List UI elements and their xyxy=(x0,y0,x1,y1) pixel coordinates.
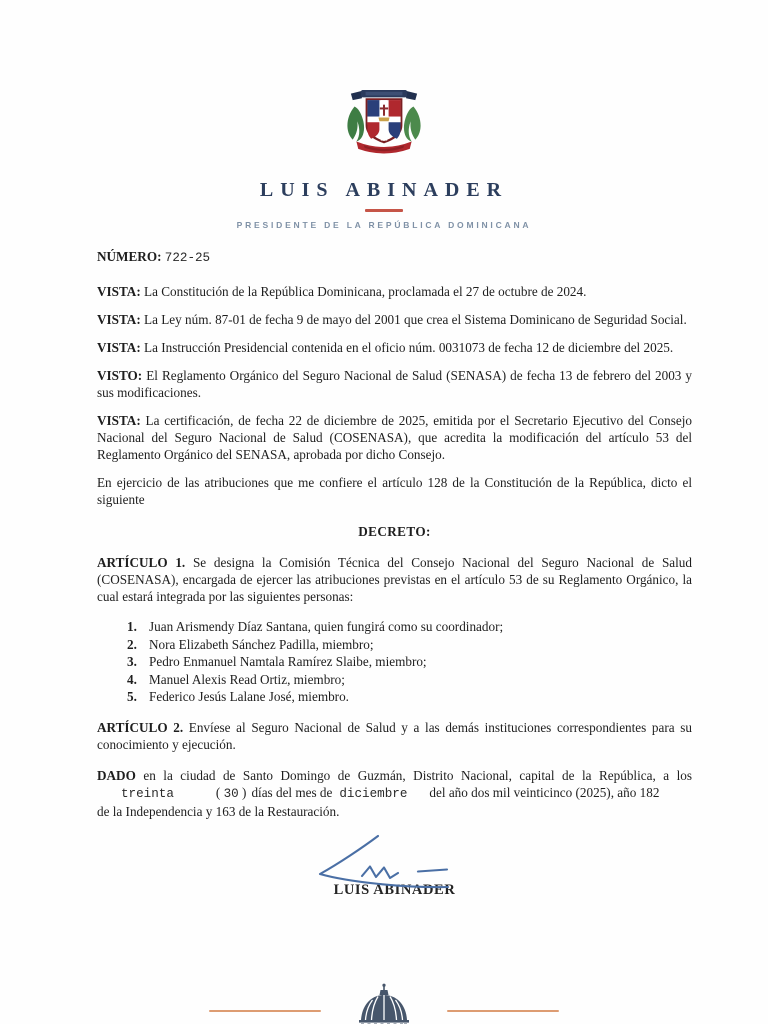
red-divider xyxy=(365,209,403,212)
decree-body xyxy=(0,230,768,899)
commission-members-list xyxy=(97,618,692,705)
member-name: Juan Arismendy Díaz Santana, quien fungirá como su coordinador; xyxy=(149,619,504,634)
dado-label: DADO xyxy=(97,768,136,783)
footer-line-right xyxy=(447,1010,559,1013)
dado-month: diciembre xyxy=(339,787,408,801)
member-list-item xyxy=(127,653,692,670)
vista-paragraph-2 xyxy=(97,311,692,328)
visto-paragraph-4 xyxy=(97,367,692,401)
member-name: Pedro Enmanuel Namtala Ramírez Slaibe, miembro; xyxy=(149,654,427,669)
articulo-2-text: Envíese al Seguro Nacional de Salud y a las demás instituciones correspondientes para su conocimiento y ejecución. xyxy=(97,720,692,752)
decree-number-value: 722-25 xyxy=(164,251,211,265)
president-signature-icon xyxy=(300,832,470,894)
decree-number-label: NÚMERO: xyxy=(97,249,162,264)
dado-text-1: en la ciudad de Santo Domingo de Guzmán, Distrito Nacional, capital de la República, a los xyxy=(143,768,692,783)
dado-day-word: treinta xyxy=(121,787,174,801)
member-list-item xyxy=(127,618,692,635)
articulo-2-paragraph xyxy=(97,719,692,753)
paren-close: ) xyxy=(242,785,247,800)
letterhead xyxy=(0,0,768,230)
closing-paragraph: En ejercicio de las atribuciones que me confiere el artículo 128 de la Constitución de la República, dicto el siguiente xyxy=(97,475,692,507)
dado-line-2 xyxy=(97,784,692,803)
president-name: LUIS ABINADER xyxy=(259,179,509,201)
paragraph-label: VISTA: xyxy=(97,413,141,428)
member-list-item xyxy=(127,636,692,653)
paragraph-text: La Instrucción Presidencial contenida en el oficio núm. 0031073 de fecha 12 de diciembre del 2025. xyxy=(144,340,674,355)
signature-block xyxy=(97,832,692,899)
articulo-1-text: Se designa la Comisión Técnica del Consejo Nacional del Seguro Nacional de Salud (COSENASA), encargada de ejercer las atribuciones previstas en el artículo 53 de su Reglamento Orgánico, la cual estará integrada por las siguientes personas: xyxy=(97,555,692,604)
member-list-item xyxy=(127,671,692,688)
decree-number-line xyxy=(97,248,692,267)
dado-mid-text: días del mes de xyxy=(251,785,333,800)
footer-band xyxy=(0,974,768,1024)
member-number: 2. xyxy=(127,636,137,652)
vista-paragraph-1 xyxy=(97,283,692,300)
dado-day-number: 30 xyxy=(223,787,239,801)
dominican-coat-of-arms-icon xyxy=(338,86,430,162)
dado-line-3: de la Independencia y 163 de la Restauración. xyxy=(97,804,340,819)
paragraph-text: La Constitución de la República Dominicana, proclamada el 27 de octubre de 2024. xyxy=(144,284,587,299)
member-number: 3. xyxy=(127,654,137,669)
articulo-1-paragraph xyxy=(97,554,692,605)
footer-line-left xyxy=(209,1010,321,1013)
paragraph-label: VISTA: xyxy=(97,284,141,299)
paragraph-text: El Reglamento Orgánico del Seguro Nacional de Salud (SENASA) de fecha 13 de febrero del 2003 y sus modificaciones. xyxy=(97,368,693,400)
decree-heading: DECRETO: xyxy=(358,524,431,539)
paragraph-label: VISTO: xyxy=(97,368,143,383)
vista-paragraph-5 xyxy=(97,412,692,463)
national-palace-dome-icon xyxy=(355,983,413,1024)
articulo-1-label: ARTÍCULO 1. xyxy=(97,555,186,570)
articulo-2-label: ARTÍCULO 2. xyxy=(97,720,184,735)
member-number: 1. xyxy=(127,619,137,634)
paragraph-label: VISTA: xyxy=(97,312,141,327)
paragraph-text: La Ley núm. 87-01 de fecha 9 de mayo del 2001 que crea el Sistema Dominicano de Seguridad Social. xyxy=(144,312,687,327)
member-name: Nora Elizabeth Sánchez Padilla, miembro; xyxy=(149,636,374,652)
dado-line-1 xyxy=(97,767,692,784)
dado-day-number-group xyxy=(216,785,247,800)
dado-paragraph xyxy=(97,767,692,820)
paragraph-label: VISTA: xyxy=(97,340,141,355)
member-name: Federico Jesús Lalane José, miembro. xyxy=(149,689,349,704)
member-number: 4. xyxy=(127,671,137,687)
paragraph-text: La certificación, de fecha 22 de diciembre de 2025, emitida por el Secretario Ejecutivo del Consejo Nacional del Seguro Nacional de Salud (COSENASA), que acredita la modificación del artículo 53 del Reglamento Orgánico del SENASA, aprobada por dicho Consejo. xyxy=(97,413,692,462)
member-number: 5. xyxy=(127,689,137,704)
paren-open: ( xyxy=(215,785,221,800)
dado-year-text: del año dos mil veinticinco (2025), año 182 xyxy=(429,785,660,800)
member-list-item xyxy=(127,688,692,705)
signer-name: LUIS ABINADER xyxy=(333,882,456,898)
president-subtitle: PRESIDENTE DE LA REPÚBLICA DOMINICANA xyxy=(236,220,532,230)
member-name: Manuel Alexis Read Ortiz, miembro; xyxy=(149,671,345,687)
vista-paragraph-3 xyxy=(97,339,692,356)
